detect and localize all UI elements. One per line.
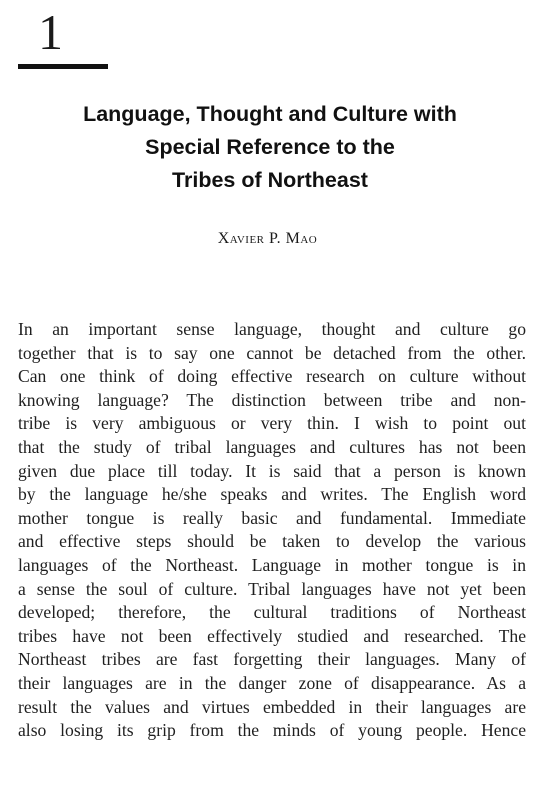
body-line: Northeast tribes are fast forgetting their languages. Many of (18, 649, 526, 670)
body-line: given due place till today. It is said that a person is known (18, 460, 526, 481)
body-line: tribe is very ambiguous or very thin. I wish to point out (18, 413, 526, 434)
author-name: Xavier P. Mao (217, 230, 318, 247)
body-line: developed; therefore, the cultural traditions of Northeast (18, 602, 526, 623)
body-line: also losing its grip from the minds of young people. Hence (18, 720, 526, 741)
body-line: languages of the Northeast. Language in mother tongue is in (18, 554, 526, 575)
body-line: In an important sense language, thought and culture go (18, 319, 526, 339)
chapter-title-line: Tribes of Northeast (172, 168, 368, 192)
body-line: and effective steps should be taken to develop the various (18, 531, 526, 552)
body-paragraph (18, 318, 526, 743)
chapter-title (20, 98, 520, 197)
body-line: a sense the soul of culture. Tribal languages have not yet been (18, 578, 526, 599)
chapter-rule (18, 64, 108, 69)
chapter-title-line: Language, Thought and Culture with (83, 102, 457, 126)
body-line: by the language he/she speaks and writes. The English word (18, 484, 526, 505)
body-line: together that is to say one cannot be detached from the other. (18, 342, 526, 363)
body-line: their languages are in the danger zone of disappearance. As a (18, 672, 526, 693)
body-line: knowing language? The distinction between tribe and non- (18, 389, 526, 410)
body-line: that the study of tribal languages and cultures has not been (18, 436, 526, 457)
body-line: tribes have not been effectively studied and researched. The (18, 625, 526, 646)
chapter-title-line: Special Reference to the (145, 135, 395, 159)
body-line: Can one think of doing effective research on culture without (18, 366, 526, 387)
chapter-number: 1 (38, 4, 63, 60)
body-line: mother tongue is really basic and fundamental. Immediate (18, 507, 526, 528)
body-line: result the values and virtues embedded in their languages are (18, 696, 526, 717)
